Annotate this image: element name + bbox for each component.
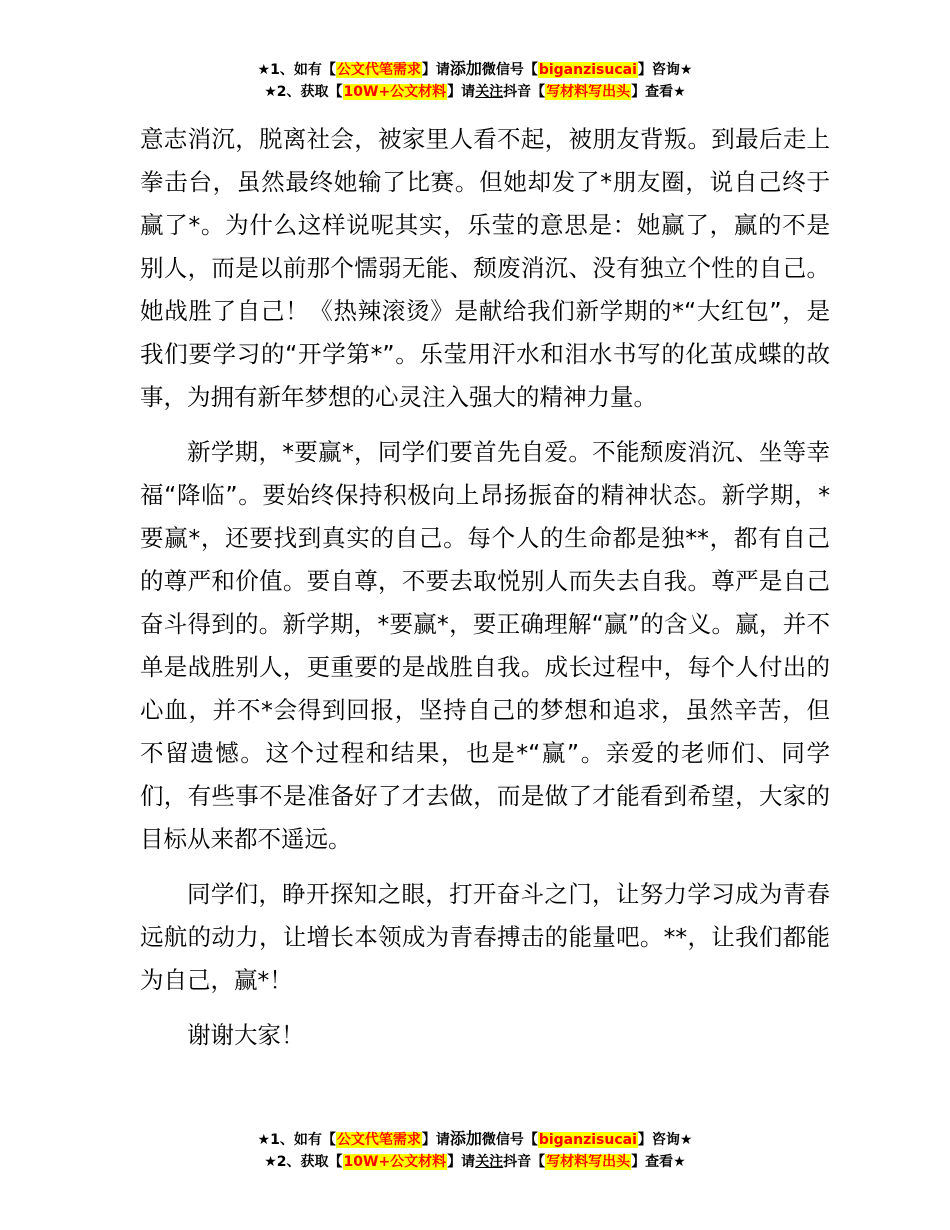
banner-text: 】请 — [447, 84, 476, 100]
banner-line-2 — [0, 81, 950, 103]
paragraph: 同学们，睁开探知之眼，打开奋斗之门，让努力学习成为青春远航的动力，让增长本领成为青春搏击的能量吧。**，让我们都能为自己，赢*！ — [140, 880, 830, 994]
banner-highlight: 10W+公文材料 — [343, 1154, 447, 1170]
banner-text: 】查看★ — [631, 1154, 686, 1170]
banner-highlight-wechat: biganzisucai — [538, 1132, 637, 1148]
banner-text: 】请 — [421, 62, 450, 78]
banner-text: 】请 — [447, 1154, 476, 1170]
document-body — [140, 118, 830, 1069]
banner-emphasis: 添加 — [449, 1129, 482, 1148]
banner-text: 抖音【 — [503, 1154, 546, 1170]
banner-highlight-douyin: 写材料写出头 — [546, 84, 631, 100]
banner-highlight: 10W+公文材料 — [343, 84, 447, 100]
banner-text: ★2、获取【 — [264, 84, 343, 100]
banner-emphasis: 关注 — [475, 84, 504, 100]
banner-emphasis: 关注 — [475, 1154, 504, 1170]
banner-text: 微信号【 — [481, 1132, 538, 1148]
banner-text: 】请 — [421, 1132, 450, 1148]
header-banner — [0, 58, 950, 103]
paragraph: 新学期，*要赢*，同学们要首先自爱。不能颓废消沉、坐等幸福“降临”。要始终保持积极向上昂扬振奋的精神状态。新学期，*要赢*，还要找到真实的自己。每个人的生命都是独**，都有自己的尊严和价值。要自尊，不要去取悦别人而失去自我。尊严是自己奋斗得到的。新学期，*要赢*，要正确理解“赢”的含义。赢，并不单是战胜别人，更重要的是战胜自我。成长过程中，每个人付出的心血，并不*会得到回报，坚持自己的梦想和追求，虽然辛苦，但不留遗憾。这个过程和结果，也是*“赢”。亲爱的老师们、同学们，有些事不是准备好了才去做，而是做了才能看到希望，大家的目标从来都不遥远。 — [140, 438, 830, 853]
banner-highlight-douyin: 写材料写出头 — [546, 1154, 631, 1170]
banner-text: ★1、如有【 — [257, 1132, 336, 1148]
paragraph: 意志消沉，脱离社会，被家里人看不起，被朋友背叛。到最后走上拳击台，虽然最终她输了比赛。但她却发了*朋友圈，说自己终于赢了*。为什么这样说呢其实，乐莹的意思是：她赢了，赢的不是别人，而是以前那个懦弱无能、颓废消沉、没有独立个性的自己。她战胜了自己！《热辣滚烫》是献给我们新学期的*“大红包”，是我们要学习的“开学第*”。乐莹用汗水和泪水书写的化茧成蝶的故事，为拥有新年梦想的心灵注入强大的精神力量。 — [140, 125, 830, 411]
banner-line-2 — [0, 1151, 950, 1173]
banner-highlight: 公文代笔需求 — [336, 62, 421, 78]
banner-line-1 — [0, 58, 950, 81]
banner-text: 抖音【 — [503, 84, 546, 100]
banner-text: 】查看★ — [631, 84, 686, 100]
banner-emphasis: 添加 — [449, 59, 482, 78]
banner-highlight-wechat: biganzisucai — [538, 62, 637, 78]
footer-banner — [0, 1128, 950, 1173]
banner-line-1 — [0, 1128, 950, 1151]
banner-text: ★1、如有【 — [257, 62, 336, 78]
closing-paragraph: 谢谢大家！ — [187, 1021, 305, 1049]
banner-text: 】咨询★ — [637, 62, 693, 78]
banner-text: 】咨询★ — [637, 1132, 693, 1148]
banner-highlight: 公文代笔需求 — [336, 1132, 421, 1148]
banner-text: ★2、获取【 — [264, 1154, 343, 1170]
banner-text: 微信号【 — [481, 62, 538, 78]
